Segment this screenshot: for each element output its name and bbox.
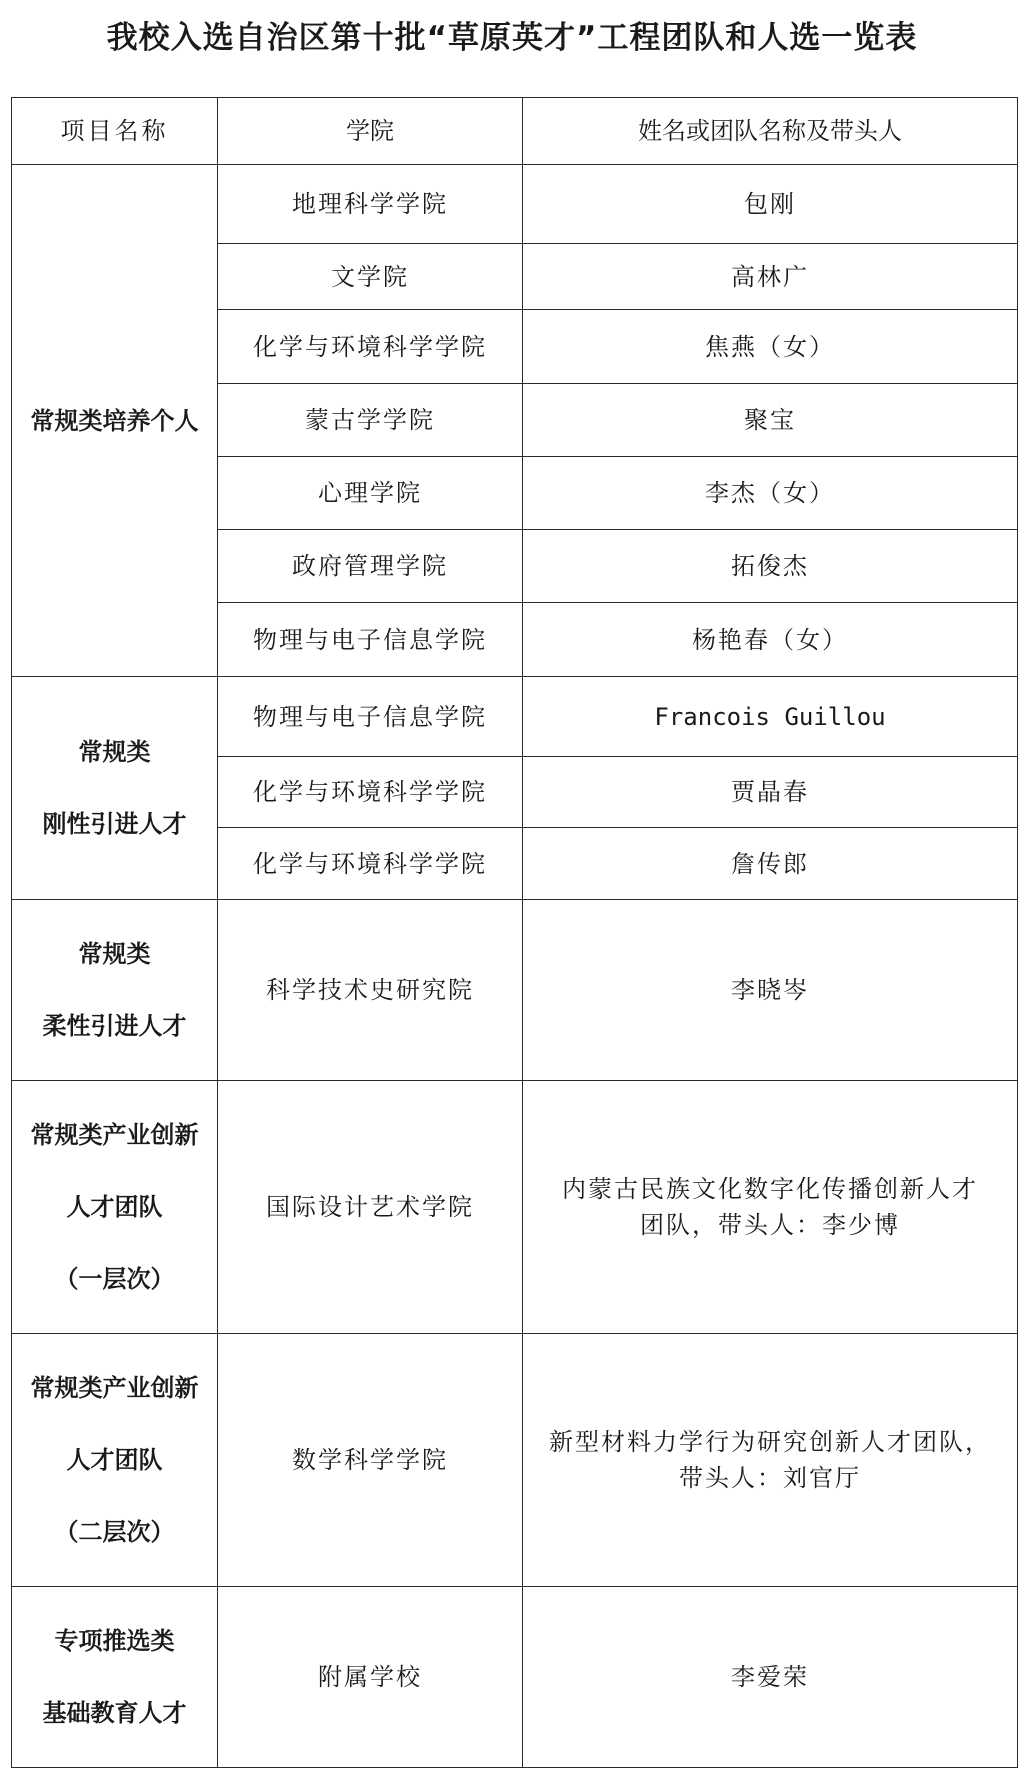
document-title: 我校入选自治区第十批“草原英才”工程团队和人选一览表 <box>106 20 918 56</box>
category-line: 常规类产业创新 <box>30 1374 199 1402</box>
name-cell <box>523 1081 1018 1334</box>
category-line: 常规类 <box>78 738 151 766</box>
college-cell: 地理科学学院 <box>218 165 523 244</box>
header-name: 姓名或团队名称及带头人 <box>523 98 1018 165</box>
college-cell: 数学科学学院 <box>218 1334 523 1587</box>
name-line: 带头人：刘官厅 <box>679 1464 861 1492</box>
table-row <box>12 165 1018 244</box>
category-line: 基础教育人才 <box>42 1699 187 1727</box>
name-cell: 李晓岑 <box>523 900 1018 1081</box>
name-cell: 拓俊杰 <box>523 530 1018 603</box>
name-cell: 杨艳春（女） <box>523 603 1018 677</box>
name-line: 新型材料力学行为研究创新人才团队， <box>549 1428 991 1456</box>
college-cell: 附属学校 <box>218 1587 523 1768</box>
table-row <box>12 900 1018 1081</box>
category-line: 刚性引进人才 <box>42 810 187 838</box>
college-cell: 化学与环境科学学院 <box>218 310 523 384</box>
category-cell <box>12 1587 218 1768</box>
category-line: （二层次） <box>54 1518 175 1546</box>
name-cell: 高林广 <box>523 244 1018 310</box>
category-line: 常规类产业创新 <box>30 1121 199 1149</box>
name-cell: 焦燕（女） <box>523 310 1018 384</box>
name-cell <box>523 1334 1018 1587</box>
college-cell: 蒙古学学院 <box>218 384 523 457</box>
category-cell <box>12 1334 218 1587</box>
name-cell: Francois Guillou <box>523 677 1018 757</box>
name-cell: 包刚 <box>523 165 1018 244</box>
header-college: 学院 <box>218 98 523 165</box>
category-line: 专项推选类 <box>54 1627 175 1655</box>
table-row <box>12 677 1018 757</box>
category-line: （一层次） <box>54 1265 175 1293</box>
category-line: 柔性引进人才 <box>42 1012 187 1040</box>
category-cell: 常规类培养个人 <box>12 165 218 677</box>
name-line: 内蒙古民族文化数字化传播创新人才 <box>562 1175 978 1203</box>
category-line: 常规类 <box>78 940 151 968</box>
category-cell <box>12 900 218 1081</box>
college-cell: 物理与电子信息学院 <box>218 603 523 677</box>
header-category: 项目名称 <box>12 98 218 165</box>
name-cell: 李爱荣 <box>523 1587 1018 1768</box>
table-header-row <box>12 98 1018 165</box>
college-cell: 物理与电子信息学院 <box>218 677 523 757</box>
college-cell: 化学与环境科学学院 <box>218 828 523 900</box>
college-cell: 政府管理学院 <box>218 530 523 603</box>
table-row <box>12 1334 1018 1587</box>
category-cell <box>12 1081 218 1334</box>
category-cell <box>12 677 218 900</box>
category-line: 人才团队 <box>66 1193 163 1221</box>
name-line: 团队，带头人：李少博 <box>640 1211 900 1239</box>
table-row <box>12 1587 1018 1768</box>
college-cell: 科学技术史研究院 <box>218 900 523 1081</box>
name-cell: 聚宝 <box>523 384 1018 457</box>
table-row <box>12 1081 1018 1334</box>
roster-table <box>11 97 1018 1768</box>
name-cell: 詹传郎 <box>523 828 1018 900</box>
college-cell: 文学院 <box>218 244 523 310</box>
college-cell: 国际设计艺术学院 <box>218 1081 523 1334</box>
college-cell: 心理学院 <box>218 457 523 530</box>
college-cell: 化学与环境科学学院 <box>218 757 523 828</box>
name-cell: 贾晶春 <box>523 757 1018 828</box>
category-line: 人才团队 <box>66 1446 163 1474</box>
name-cell: 李杰（女） <box>523 457 1018 530</box>
